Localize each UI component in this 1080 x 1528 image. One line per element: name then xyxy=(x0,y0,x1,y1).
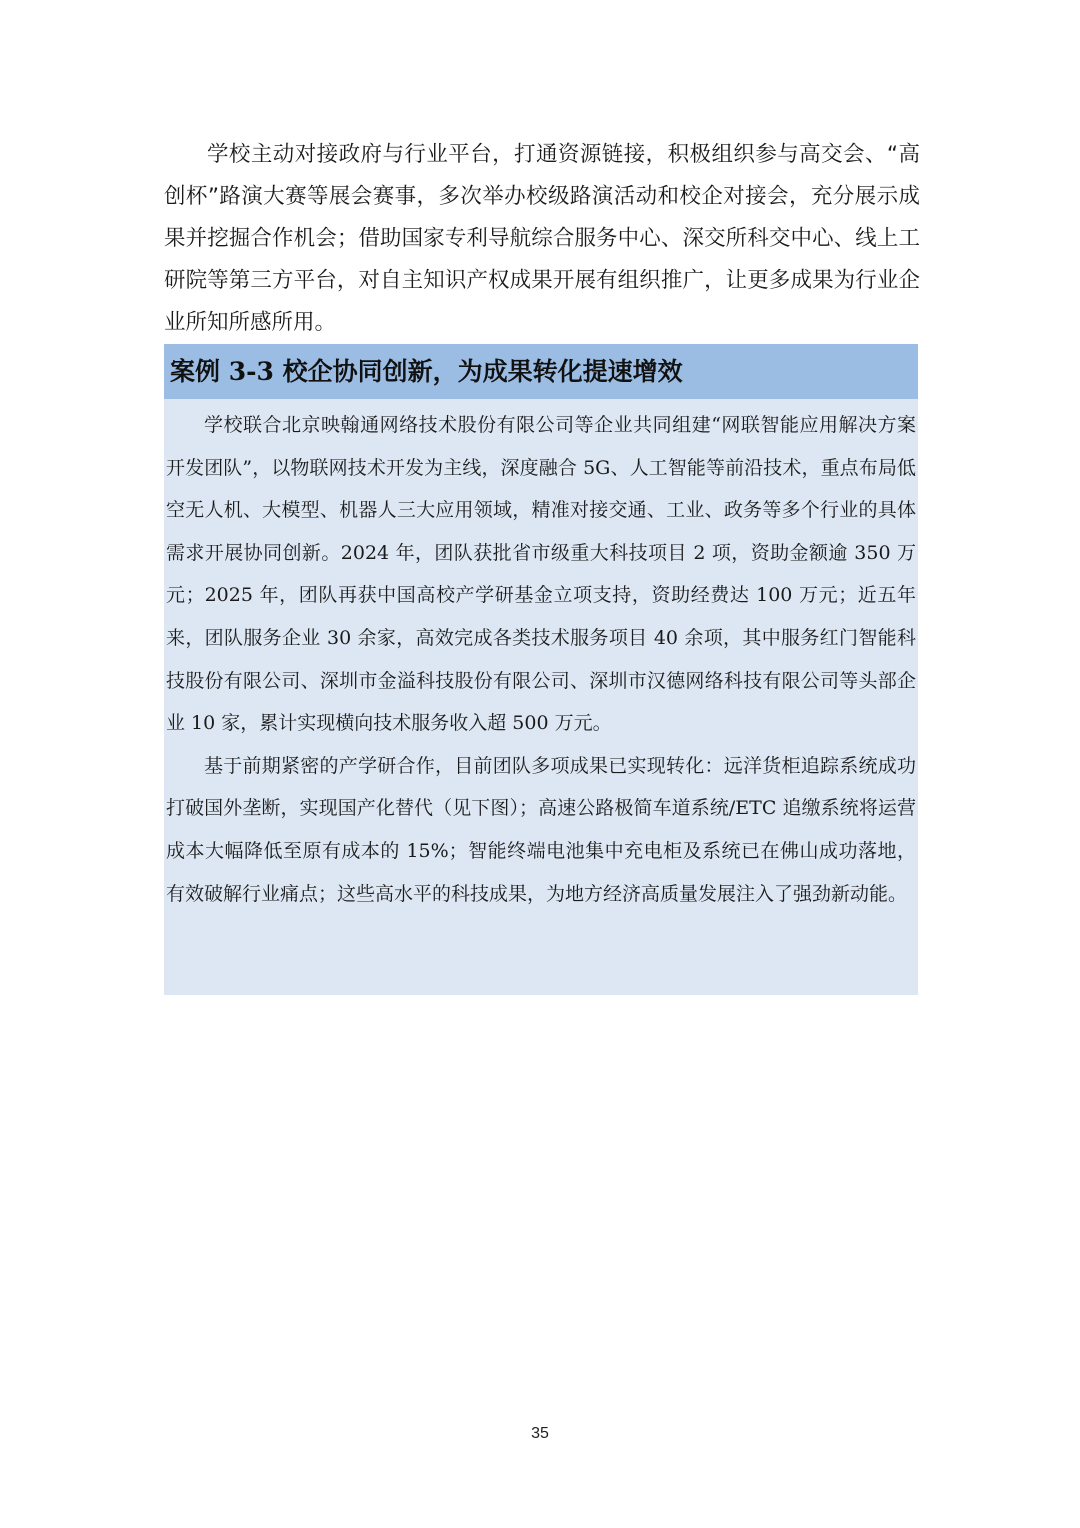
case-study-header xyxy=(164,344,918,399)
case-study-paragraph-2: 基于前期紧密的产学研合作，目前团队多项成果已实现转化：远洋货柜追踪系统成功打破国外垄断，实现国产化替代（见下图）；高速公路极简车道系统/ETC 追缴系统将运营成本大幅降低至原有成本的 15%；智能终端电池集中充电柜及系统已在佛山成功落地，有效破解行业痛点；这些高水平的科技成果，为地方经济高质量发展注入了强劲新动能。 xyxy=(166,754,916,905)
intro-paragraph: 学校主动对接政府与行业平台，打通资源链接，积极组织参与高交会、“高创杯”路演大赛等展会赛事，多次举办校级路演活动和校企对接会，充分展示成果并挖掘合作机会；借助国家专利导航综合服务中心、深交所科交中心、线上工研院等第三方平台，对自主知识产权成果开展有组织推广，让更多成果为行业企业所知所感所用。 xyxy=(164,142,920,335)
page-number: 35 xyxy=(531,1425,549,1442)
case-study-box xyxy=(164,344,918,995)
case-study-body xyxy=(166,404,916,915)
case-study-paragraph-1: 学校联合北京映翰通网络技术股份有限公司等企业共同组建“网联智能应用解决方案开发团队”，以物联网技术开发为主线，深度融合 5G、人工智能等前沿技术，重点布局低空无人机、大模型、机器人三大应用领域，精准对接交通、工业、政务等多个行业的具体需求开展协同创新。2024 年，团队获批省市级重大科技项目 2 项，资助金额逾 350 万元；2025 年，团队再获中国高校产学研基金立项支持，资助经费达 100 万元；近五年来，团队服务企业 30 余家，高效完成各类技术服务项目 40 余项，其中服务红门智能科技股份有限公司、深圳市金溢科技股份有限公司、深圳市汉德网络科技有限公司等头部企业 10 家，累计实现横向技术服务收入超 500 万元。 xyxy=(166,414,916,735)
case-study-title: 案例 3-3 校企协同创新，为成果转化提速增效 xyxy=(170,357,683,386)
